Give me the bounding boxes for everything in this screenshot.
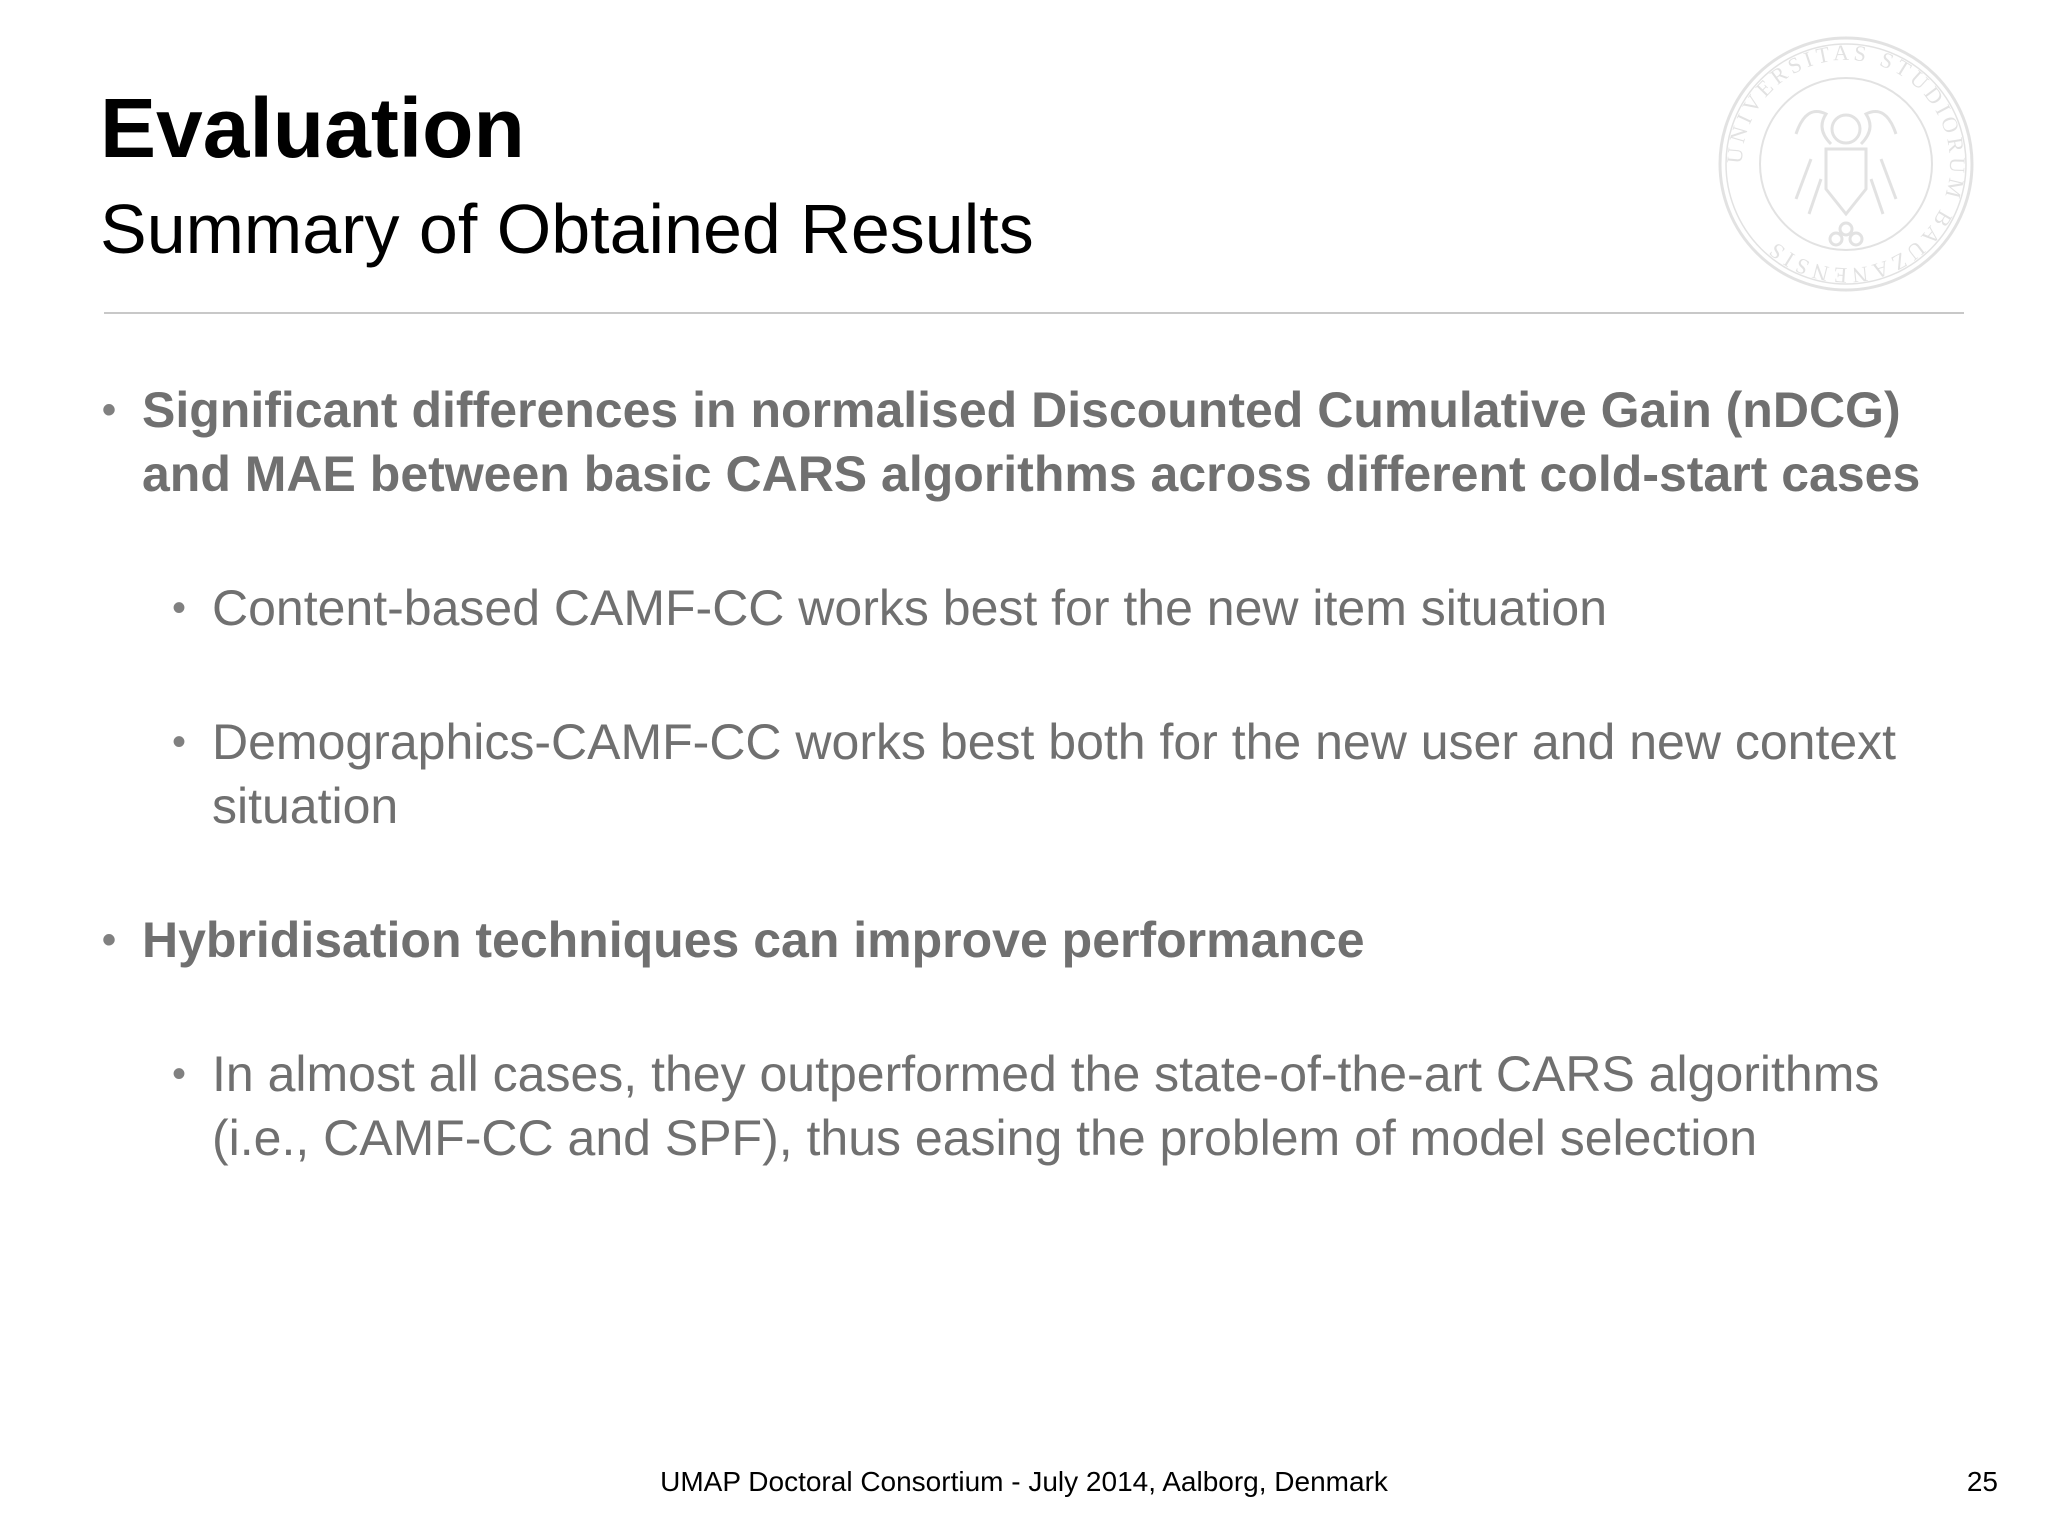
bullet-item bbox=[100, 378, 1960, 506]
sub-bullet-item bbox=[100, 1042, 1960, 1170]
bullet-text: Hybridisation techniques can improve performance bbox=[142, 912, 1365, 968]
bullet-list bbox=[100, 378, 1960, 1170]
bullet-dot-icon: • bbox=[102, 388, 117, 432]
bullet-text: Significant differences in normalised Discounted Cumulative Gain (nDCG) and MAE between basic CARS algorithms across different cold-start cases bbox=[142, 382, 1921, 502]
slide-title: Evaluation bbox=[100, 81, 525, 175]
title-divider bbox=[104, 312, 1964, 314]
bullet-text: Demographics-CAMF-CC works best both for the new user and new context situation bbox=[212, 714, 1897, 834]
bullet-item bbox=[100, 908, 1960, 972]
sub-bullet-item bbox=[100, 576, 1960, 640]
bullet-dot-icon: • bbox=[172, 1052, 187, 1096]
bullet-dot-icon: • bbox=[172, 720, 187, 764]
page-number: 25 bbox=[1966, 1466, 1998, 1497]
bullet-text: In almost all cases, they outperformed the state-of-the-art CARS algorithms (i.e., CAMF-CC and SPF), thus easing the problem of model selection bbox=[212, 1046, 1880, 1166]
seal-inscription: UNIVERSITAS STUDIORUM BAUZANENSIS bbox=[1721, 39, 1971, 289]
bullet-dot-icon: • bbox=[102, 918, 117, 962]
sub-bullet-item bbox=[100, 710, 1960, 838]
bullet-text: Content-based CAMF-CC works best for the new item situation bbox=[212, 580, 1607, 636]
slide-footer: UMAP Doctoral Consortium - July 2014, Aalborg, Denmark bbox=[660, 1466, 1388, 1497]
slide-subtitle: Summary of Obtained Results bbox=[100, 190, 1034, 268]
bullet-dot-icon: • bbox=[172, 586, 187, 630]
university-seal-icon bbox=[1716, 34, 1976, 294]
